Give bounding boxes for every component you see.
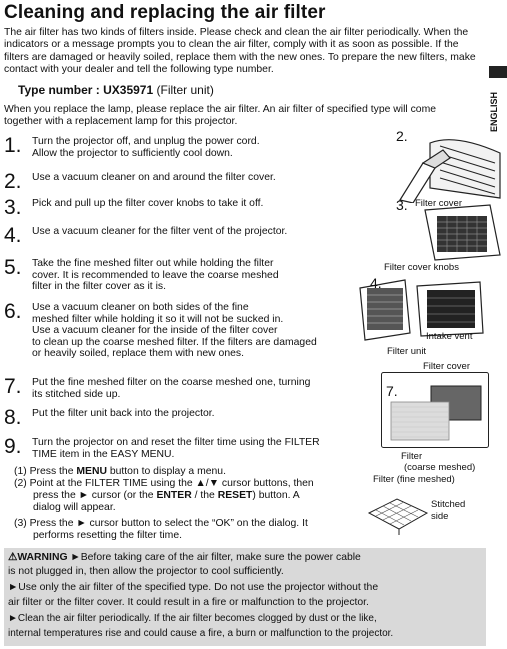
- figure-2-vacuum-illustration: [395, 128, 505, 203]
- step-text: Use a vacuum cleaner for the filter vent of the projector.: [32, 226, 288, 237]
- step-number: 8.: [4, 406, 22, 429]
- caption-filter: Filter: [401, 451, 423, 462]
- step-text: Put the filter unit back into the projector.: [32, 408, 215, 419]
- type-number-label: Type number : UX35971: [18, 83, 154, 97]
- language-tab: [487, 80, 501, 134]
- caption-filter-cover-7: Filter cover: [423, 361, 470, 372]
- step-text: Use a vacuum cleaner on both sides of the fine: [32, 302, 249, 313]
- figure-3-number: 3.: [396, 197, 408, 213]
- step-number: 4.: [4, 224, 22, 247]
- step-text: Allow the projector to sufficiently cool down.: [32, 147, 233, 159]
- step-text: meshed filter while holding it so it will not be sucked in.: [32, 313, 284, 325]
- step-text: TIME item in the EASY MENU.: [32, 448, 175, 460]
- caption-filter-cover-knobs: Filter cover knobs: [384, 262, 459, 273]
- page-title: Cleaning and replacing the air filter: [4, 2, 326, 23]
- caption-fine-meshed: Filter (fine meshed): [373, 474, 455, 485]
- step-text: Turn the projector on and reset the filter time using the FILTER: [32, 437, 320, 448]
- figure-2-number: 2.: [396, 128, 408, 144]
- language-tab-marker: [489, 66, 507, 78]
- step-text: filter in the filter cover as it is.: [32, 281, 166, 292]
- warning-line-4: air filter or the filter cover. It could result in a fire or malfunction to the projector.: [8, 597, 369, 608]
- intro-paragraph: The air filter has two kinds of filters inside. Please check and clean the air filter periodically. When the indicators or a message prompts you to clean the air filter, comply with it as soon as possible. If the filters are damaged or heavily soiled, replace them with the new ones. To prepare the new filters, make contact with your dealer and tell the following type number.: [4, 27, 476, 76]
- caption-filter-unit: Filter unit: [387, 346, 427, 357]
- warning-label: ⚠WARNING: [8, 552, 68, 563]
- type-number: [18, 83, 214, 97]
- step-text: cover. It is recommended to leave the coarse meshed: [32, 269, 279, 281]
- step-text: Take the fine meshed filter out while holding the filter: [32, 258, 274, 269]
- step-number: 9.: [4, 435, 22, 458]
- substep-3-line1: (3) Press the ► cursor button to select the “OK” on the dialog. It: [14, 518, 308, 529]
- step-text: Pick and pull up the filter cover knobs to take it off.: [32, 198, 264, 209]
- substep-2-line2: press the ► cursor (or the ENTER / the RESET) button. A: [33, 490, 300, 501]
- warning-line-1: ⚠WARNING ►Before taking care of the air filter, make sure the power cable: [8, 552, 361, 563]
- step-text: to clean up the coarse meshed filter. If the filters are damaged: [32, 336, 317, 348]
- caption-side: side: [431, 511, 449, 522]
- language-tab-label: ENGLISH: [489, 91, 499, 132]
- type-number-suffix: (Filter unit): [153, 83, 214, 97]
- substep-2-line3: dialog will appear.: [33, 502, 116, 513]
- figure-7-number: 7.: [386, 383, 398, 399]
- step-number: 6.: [4, 300, 22, 323]
- figure-3-filter-cover-illustration: [395, 200, 505, 265]
- caption-coarse-meshed: (coarse meshed): [404, 462, 476, 473]
- step-text: Use a vacuum cleaner on and around the filter cover.: [32, 172, 276, 183]
- step-number: 2.: [4, 170, 22, 193]
- step-number: 1.: [4, 134, 22, 157]
- step-text: Turn the projector off, and unplug the power cord.: [32, 136, 260, 147]
- caption-intake-vent: Intake vent: [426, 331, 473, 342]
- step-text: Put the fine meshed filter on the coarse meshed one, turning: [32, 377, 311, 388]
- step-text: its stitched side up.: [32, 388, 121, 400]
- warning-line-2: is not plugged in, then allow the projector to cool sufficiently.: [8, 566, 284, 577]
- substep-2-line1: (2) Point at the FILTER TIME using the ▲/▼ cursor buttons, then: [14, 478, 314, 489]
- step-number: 7.: [4, 375, 22, 398]
- caption-filter-cover: Filter cover: [415, 198, 462, 209]
- warning-line-6: internal temperatures rise and could cause a fire, a burn or malfunction to the projector.: [8, 628, 394, 639]
- substep-3-line2: performs resetting the filter time.: [33, 530, 182, 541]
- substep-1: (1) Press the MENU button to display a menu.: [14, 466, 226, 477]
- figure-4-number: 4.: [370, 275, 382, 291]
- warning-line-3: ►Use only the air filter of the specified type. Do not use the projector without the: [8, 582, 379, 593]
- step-text: or heavily soiled, replace them with new ones.: [32, 348, 244, 359]
- caption-stitched: Stitched: [431, 499, 466, 510]
- step-number: 3.: [4, 196, 22, 219]
- step-text: Use a vacuum cleaner for the inside of the filter cover: [32, 325, 278, 336]
- lamp-replace-note: When you replace the lamp, please replace the air filter. An air filter of specified type will come together with a replacement lamp for this projector.: [4, 104, 437, 128]
- warning-line-5: ►Clean the air filter periodically. If the air filter becomes clogged by dust or the like,: [8, 613, 377, 624]
- step-number: 5.: [4, 256, 22, 279]
- stitched-side-illustration: [367, 495, 429, 537]
